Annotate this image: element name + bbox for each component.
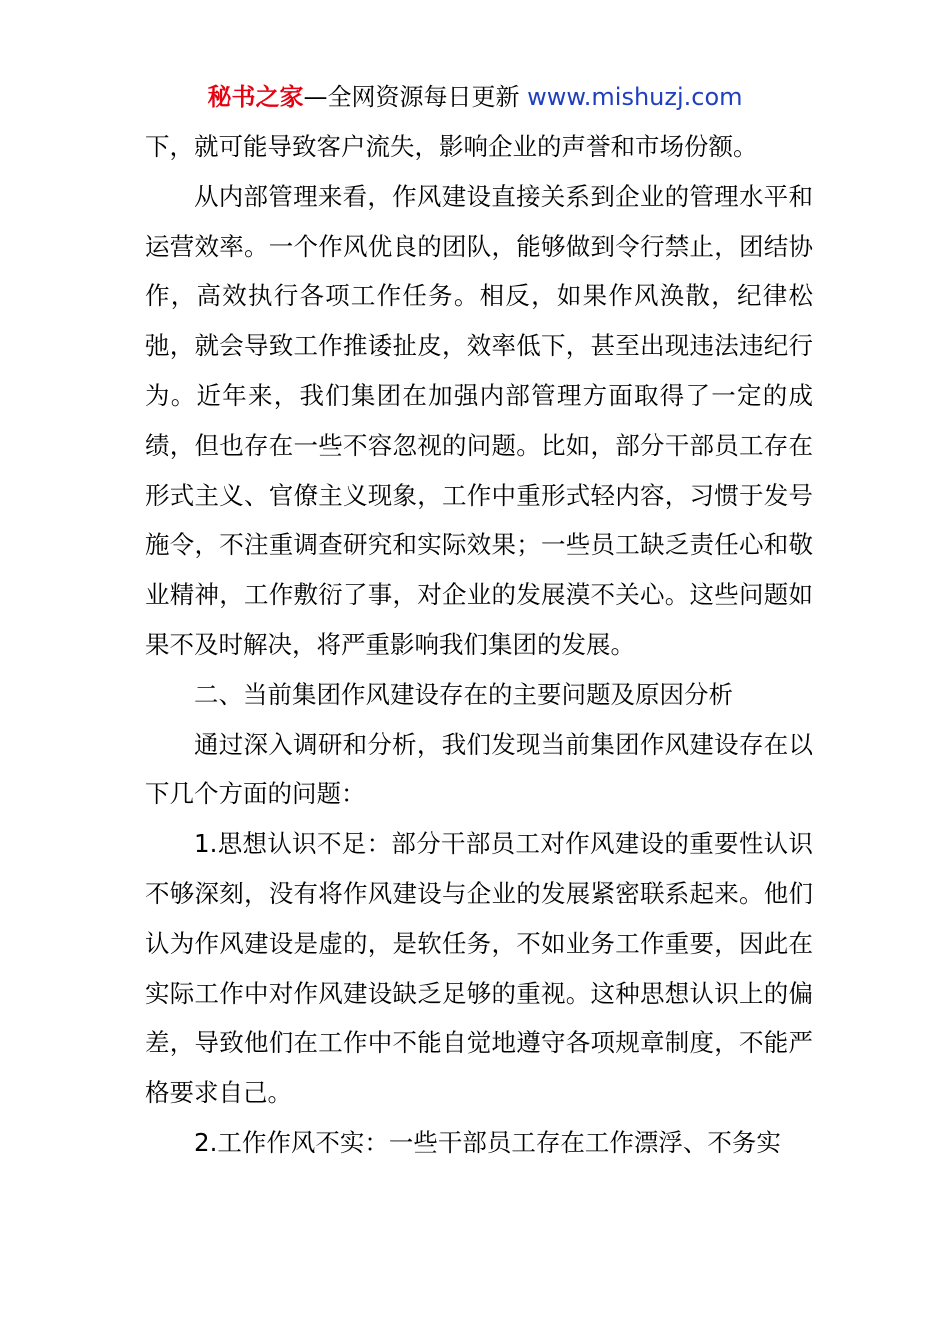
document-body [145, 122, 813, 1168]
site-url: www.mishuzj.com [527, 83, 743, 111]
paragraph-continuation: 下，就可能导致客户流失，影响企业的声誉和市场份额。 [145, 132, 758, 161]
paragraph-problem-1: 1.思想认识不足：部分干部员工对作风建设的重要性认识不够深刻，没有将作风建设与企业的发展紧密联系起来。他们认为作风建设是虚的，是软任务，不如业务工作重要，因此在实际工作中对作风建设缺乏足够的重视。这种思想认识上的偏差，导致他们在工作中不能自觉地遵守各项规章制度，不能严格要求自己。 [145, 829, 813, 1108]
paragraph-intro-problems: 通过深入调研和分析，我们发现当前集团作风建设存在以下几个方面的问题： [145, 729, 813, 809]
page-header [0, 80, 950, 114]
paragraph-problem-2: 2.工作作风不实：一些干部员工存在工作漂浮、不务实 [194, 1127, 781, 1157]
site-tagline: —全网资源每日更新 [303, 83, 528, 111]
section-heading-2: 二、当前集团作风建设存在的主要问题及原因分析 [194, 679, 733, 709]
site-brand: 秘书之家 [207, 83, 304, 111]
paragraph-internal-management: 从内部管理来看，作风建设直接关系到企业的管理水平和运营效率。一个作风优良的团队，能够做到令行禁止，团结协作，高效执行各项工作任务。相反，如果作风涣散，纪律松弛，就会导致工作推诿扯皮，效率低下，甚至出现违法违纪行为。近年来，我们集团在加强内部管理方面取得了一定的成绩，但也存在一些不容忽视的问题。比如，部分干部员工存在形式主义、官僚主义现象，工作中重形式轻内容，习惯于发号施令，不注重调查研究和实际效果；一些员工缺乏责任心和敬业精神，工作敷衍了事，对企业的发展漠不关心。这些问题如果不及时解决，将严重影响我们集团的发展。 [145, 181, 813, 659]
